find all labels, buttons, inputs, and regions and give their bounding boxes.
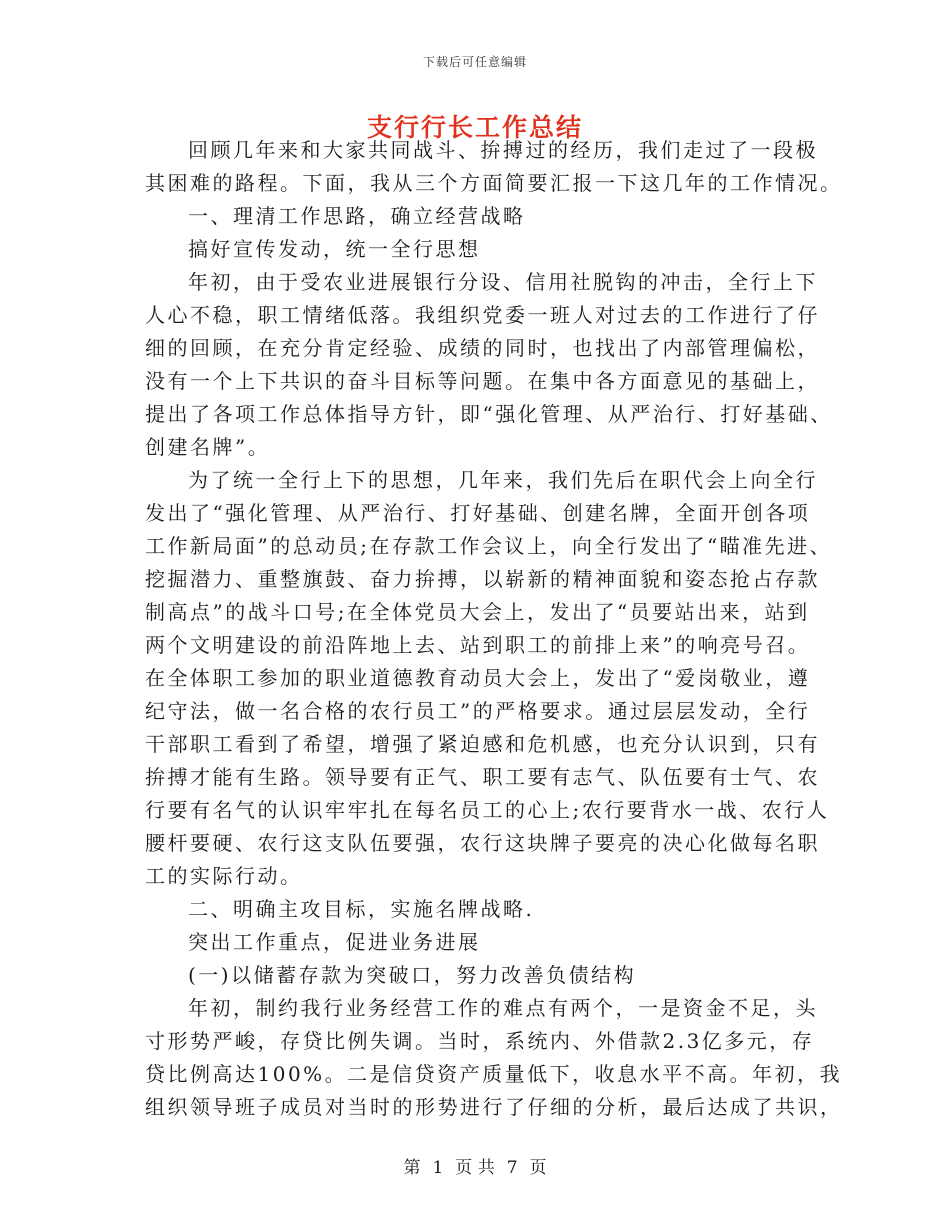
subsection-heading: 突出工作重点，促进业务进展 [188, 930, 481, 954]
text-line: 细的回顾，在充分肯定经验、成绩的同时，也找出了内部管理偏松， [145, 336, 820, 360]
text-line: 贷比例高达100%。二是信贷资产质量低下，收息水平不高。年初，我 [145, 1062, 843, 1086]
text-line: 回顾几年来和大家共同战斗、拚搏过的经历，我们走过了一段极 [188, 138, 818, 162]
text-line: 没有一个上下共识的奋斗目标等问题。在集中各方面意见的基础上， [145, 369, 820, 393]
text-line: 工作新局面”的总动员;在存款工作会议上，向全行发出了“瞄准先进、 [145, 534, 833, 558]
text-line: 纪守法，做一名合格的农行员工”的严格要求。通过层层发动，全行 [145, 699, 811, 723]
text-line: 干部职工看到了希望，增强了紧迫感和危机感，也充分认识到，只有 [145, 732, 820, 756]
text-line: 人心不稳，职工情绪低落。我组织党委一班人对过去的工作进行了仔 [145, 303, 820, 327]
text-line: 组织领导班子成员对当时的形势进行了仔细的分析，最后达成了共识， [145, 1095, 843, 1119]
footer-suffix: 页 [529, 1158, 547, 1178]
text-line: 提出了各项工作总体指导方针，即“强化管理、从严治行、打好基础、 [145, 402, 833, 426]
text-line: 年初，制约我行业务经营工作的难点有两个，一是资金不足，头 [188, 996, 818, 1020]
text-line: 寸形势严峻，存贷比例失调。当时，系统内、外借款2.3亿多元，存 [145, 1029, 815, 1053]
text-line: 在全体职工参加的职业道德教育动员大会上，发出了“爱岗敬业，遵 [145, 666, 811, 690]
text-line: 腰杆要硬、农行这支队伍要强，农行这块牌子要亮的决心化做每名职 [145, 831, 820, 855]
page-footer [0, 1153, 950, 1178]
text-line: 两个文明建设的前沿阵地上去、站到职工的前排上来”的响亮号召。 [145, 633, 811, 657]
section-heading: 二、明确主攻目标，实施名牌战略. [188, 897, 535, 921]
subsection-heading: 搞好宣传发动，统一全行思想 [188, 237, 481, 261]
footer-prefix: 第 [403, 1158, 421, 1178]
total-pages: 7 [506, 1158, 518, 1178]
text-line: 创建名牌”。 [145, 435, 271, 459]
page-number: 1 [432, 1158, 444, 1178]
footer-middle: 页 共 [455, 1158, 495, 1178]
text-line: 为了统一全行上下的思想，几年来，我们先后在职代会上向全行 [188, 468, 818, 492]
text-line: 拚搏才能有生路。领导要有正气、职工要有志气、队伍要有士气、农 [145, 765, 820, 789]
text-line: 制高点”的战斗口号;在全体党员大会上，发出了“员要站出来，站到 [145, 600, 810, 624]
text-line: 其困难的路程。下面，我从三个方面简要汇报一下这几年的工作情况。 [145, 171, 843, 195]
text-line: 行要有名气的认识牢牢扎在每名员工的心上;农行要背水一战、农行人 [145, 798, 830, 822]
text-line: 挖掘潜力、重整旗鼓、奋力拚搏，以崭新的精神面貌和姿态抢占存款 [145, 567, 820, 591]
text-line: 年初，由于受农业进展银行分设、信用社脱钩的冲击，全行上下 [188, 270, 818, 294]
text-line: 发出了“强化管理、从严治行、打好基础、创建名牌，全面开创各项 [145, 501, 811, 525]
subsection-heading: (一)以储蓄存款为突破口，努力改善负债结构 [188, 963, 637, 987]
section-heading: 一、理清工作思路，确立经营战略 [188, 204, 526, 228]
document-title: 支行行长工作总结 [366, 113, 583, 142]
text-line: 工的实际行动。 [145, 864, 303, 888]
header-note: 下载后可任意编辑 [422, 55, 527, 69]
